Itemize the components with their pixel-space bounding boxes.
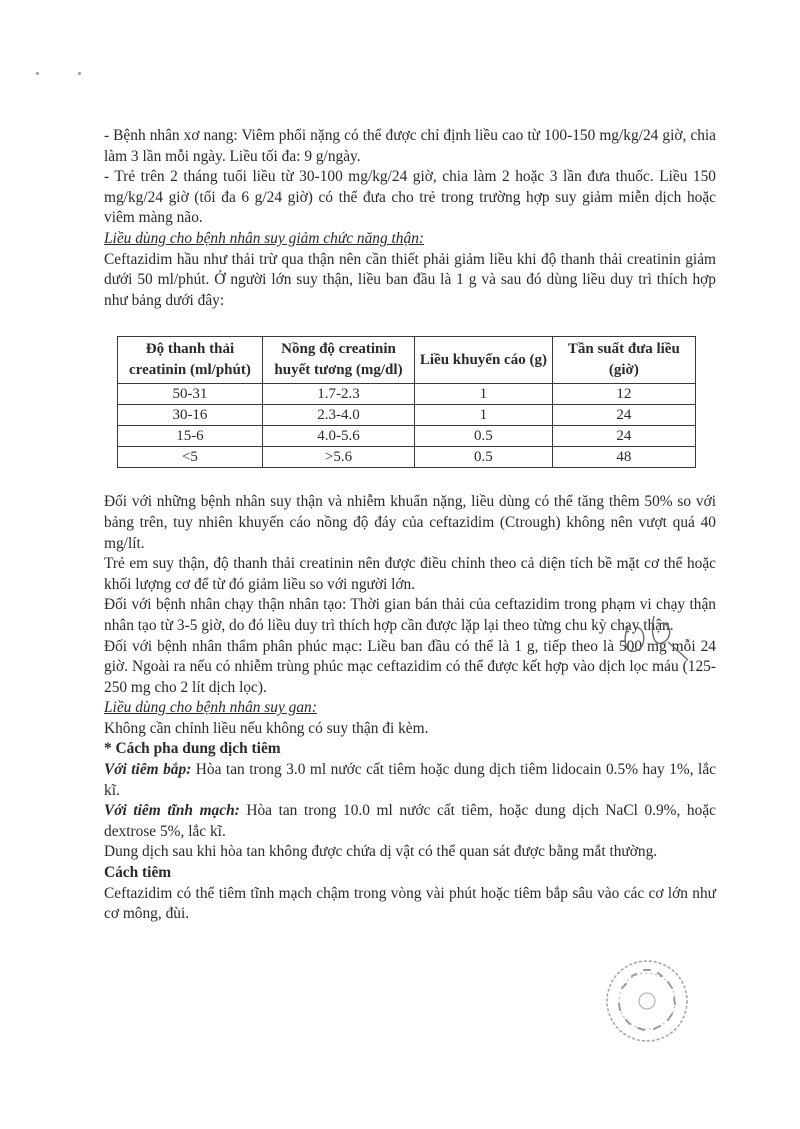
table-cell: 24 xyxy=(552,405,695,426)
table-row xyxy=(118,447,696,468)
heading-renal-dosing: Liều dùng cho bệnh nhân suy giảm chức năng thận: xyxy=(104,229,425,247)
paragraph-hemodialysis: Đối với bệnh nhân chạy thận nhân tạo: Thời gian bán thải của ceftazidim trong phạm vi chạy thận nhân tạo từ 3-5 giờ, do đó liều duy trì thích hợp cần được lặp lại theo từng chu kỳ chạy thận. xyxy=(104,596,716,634)
official-seal-stamp xyxy=(604,958,690,1044)
heading-injection: Cách tiêm xyxy=(104,864,172,882)
table-cell: 12 xyxy=(552,384,695,405)
table-cell: 4.0-5.6 xyxy=(262,426,414,447)
paragraph-iv-prep xyxy=(104,801,716,842)
table-row xyxy=(118,405,696,426)
label-iv: Với tiêm tĩnh mạch: xyxy=(104,802,240,820)
table-header-row xyxy=(118,337,696,384)
renal-dosing-table xyxy=(117,336,696,468)
table-cell: 1 xyxy=(415,384,553,405)
table-cell: 30-16 xyxy=(118,405,263,426)
scan-speck xyxy=(36,72,39,75)
paragraph-prep-note: Dung dịch sau khi hòa tan không được chứa dị vật có thể quan sát được bằng mắt thường. xyxy=(104,843,658,861)
paragraph-renal-intro: Ceftazidim hầu như thải trừ qua thận nên cần thiết phải giảm liều khi độ thanh thải creatinin giảm dưới 50 ml/phút. Ở người lớn suy thận, liều ban đầu là 1 g và sau đó dùng liều duy trì thích hợp như bảng dưới đây: xyxy=(104,250,716,309)
table-header-recommended-dose: Liều khuyến cáo (g) xyxy=(415,337,553,384)
table-cell: 1.7-2.3 xyxy=(262,384,414,405)
table-cell: <5 xyxy=(118,447,263,468)
table-cell: >5.6 xyxy=(262,447,414,468)
table-cell: 24 xyxy=(552,426,695,447)
text-iv: Hòa tan trong 10.0 ml nước cất tiêm, hoặc dung dịch NaCl 0.9%, hoặc dextrose 5%, lắc kĩ. xyxy=(104,802,716,840)
paragraph-severe-infection: Đối với những bệnh nhân suy thận và nhiễm khuẩn nặng, liều dùng có thể tăng thêm 50% so với bảng trên, tuy nhiên khuyến cáo nồng độ đáy của ceftazidim (Ctrough) không nên vượt quá 40 mg/lít. xyxy=(104,493,716,552)
heading-liver-dosing: Liều dùng cho bệnh nhân suy gan: xyxy=(104,699,317,717)
paragraph-im-prep xyxy=(104,760,716,801)
table-cell: 0.5 xyxy=(415,447,553,468)
table-cell: 15-6 xyxy=(118,426,263,447)
table-cell: 50-31 xyxy=(118,384,263,405)
scan-speck xyxy=(78,72,81,75)
paragraph-peritoneal-dialysis: Đối với bệnh nhân thẩm phân phúc mạc: Liều ban đầu có thể là 1 g, tiếp theo là 500 mg mỗi 24 giờ. Ngoài ra nếu có nhiễm trùng phúc mạc ceftazidim có thể được kết hợp vào dịch lọc máu (125-250 mg cho 2 lít dịch lọc). xyxy=(104,637,716,696)
table-cell: 48 xyxy=(552,447,695,468)
table-header-serum-creatinine: Nồng độ creatinin huyết tương (mg/dl) xyxy=(262,337,414,384)
table-cell: 1 xyxy=(415,405,553,426)
document-content xyxy=(104,126,716,925)
table-header-dosing-frequency: Tần suất đưa liều (giờ) xyxy=(552,337,695,384)
paragraph-cystic-fibrosis: - Bệnh nhân xơ nang: Viêm phổi nặng có thể được chỉ định liều cao từ 100-150 mg/kg/24 giờ, chia làm 3 lần mỗi ngày. Liều tối đa: 9 g/ngày. xyxy=(104,127,716,165)
paragraph-liver: Không cần chỉnh liều nếu không có suy thận đi kèm. xyxy=(104,719,429,737)
table-cell: 0.5 xyxy=(415,426,553,447)
text-im: Hòa tan trong 3.0 ml nước cất tiêm hoặc dung dịch tiêm lidocain 0.5% hay 1%, lắc kĩ. xyxy=(104,761,716,799)
table-cell: 2.3-4.0 xyxy=(262,405,414,426)
table-header-creatinine-clearance: Độ thanh thải creatinin (ml/phút) xyxy=(118,337,263,384)
table-row xyxy=(118,384,696,405)
heading-preparation: * Cách pha dung dịch tiêm xyxy=(104,740,281,758)
paragraph-injection: Ceftazidim có thể tiêm tĩnh mạch chậm trong vòng vài phút hoặc tiêm bắp sâu vào các cơ lớn như cơ mông, đùi. xyxy=(104,884,716,923)
paragraph-pediatric-renal: Trẻ em suy thận, độ thanh thải creatinin nên được điều chỉnh theo cả diện tích bề mặt cơ thể hoặc khối lượng cơ để từ đó giảm liều so với người lớn. xyxy=(104,555,716,593)
label-im: Với tiêm bắp: xyxy=(104,761,192,779)
paragraph-children-dose: - Trẻ trên 2 tháng tuổi liều từ 30-100 mg/kg/24 giờ, chia làm 2 hoặc 3 lần đưa thuốc. Liều 150 mg/kg/24 giờ (tối đa 6 g/24 giờ) có thể đưa cho trẻ trong trường hợp suy giảm miễn dịch hoặc viêm màng não. xyxy=(104,168,716,227)
table-row xyxy=(118,426,696,447)
handwritten-mark xyxy=(614,612,694,668)
